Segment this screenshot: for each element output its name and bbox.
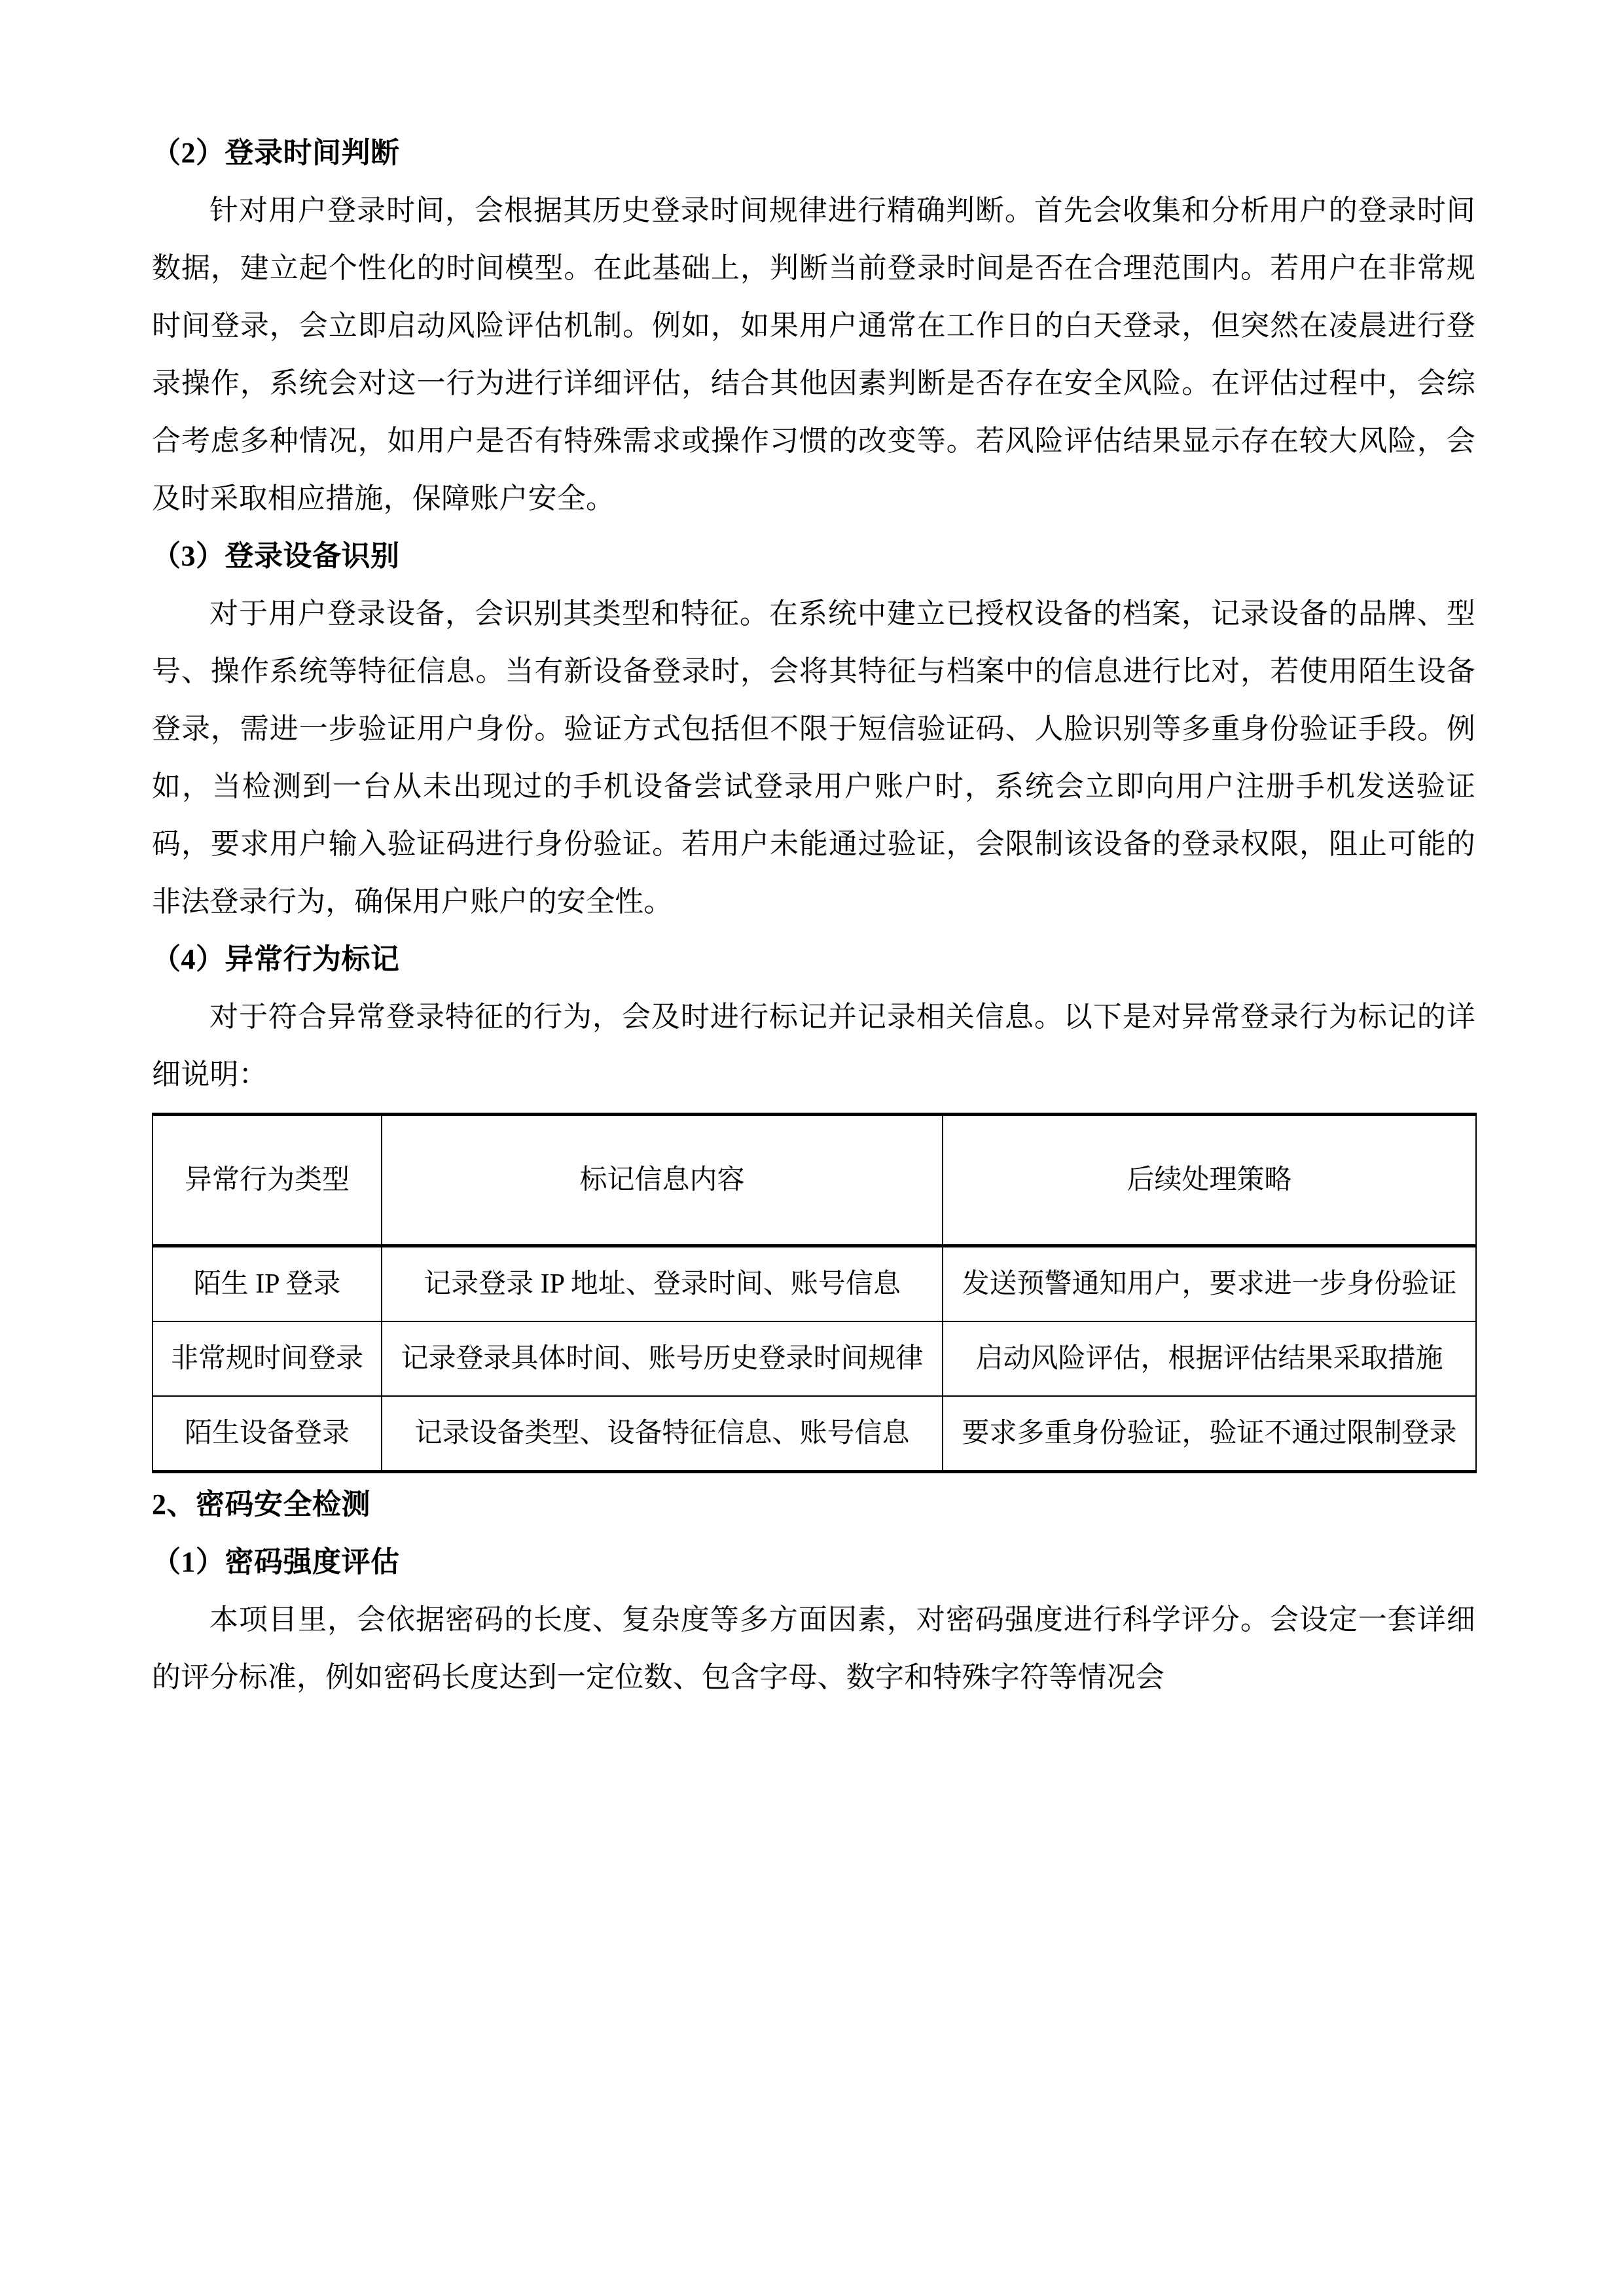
table-cell-info: 记录登录 IP 地址、登录时间、账号信息 xyxy=(382,1246,943,1322)
table-row xyxy=(153,1396,1476,1472)
table-cell-type: 非常规时间登录 xyxy=(153,1321,382,1396)
table-cell-info: 记录设备类型、设备特征信息、账号信息 xyxy=(382,1396,943,1472)
table-row xyxy=(153,1246,1476,1322)
page-content xyxy=(152,124,1475,1706)
table-header-cell-info: 标记信息内容 xyxy=(382,1115,943,1246)
section-paragraph-3: 对于用户登录设备，会识别其类型和特征。在系统中建立已授权设备的档案，记录设备的品牌、型号、操作系统等特征信息。当有新设备登录时，会将其特征与档案中的信息进行比对，若使用陌生设备登录，需进一步验证用户身份。验证方式包括但不限于短信验证码、人脸识别等多重身份验证手段。例如，当检测到一台从未出现过的手机设备尝试登录用户账户时，系统会立即向用户注册手机发送验证码，要求用户输入验证码进行身份验证。若用户未能通过验证，会限制该设备的登录权限，阻止可能的非法登录行为，确保用户账户的安全性。 xyxy=(152,598,1475,918)
table-row xyxy=(153,1321,1476,1396)
table-cell-policy: 启动风险评估，根据评估结果采取措施 xyxy=(943,1321,1476,1396)
section-heading-password-strength: （1）密码强度评估 xyxy=(152,1546,400,1578)
section-paragraph-4: 对于符合异常登录特征的行为，会及时进行标记并记录相关信息。以下是对异常登录行为标记的详细说明： xyxy=(152,1001,1475,1090)
section-heading-4: （4）异常行为标记 xyxy=(152,943,400,975)
table-cell-type: 陌生设备登录 xyxy=(153,1396,382,1472)
table-cell-type: 陌生 IP 登录 xyxy=(153,1246,382,1322)
table-header-cell-policy: 后续处理策略 xyxy=(943,1115,1476,1246)
table-cell-policy: 发送预警通知用户，要求进一步身份验证 xyxy=(943,1246,1476,1322)
table-cell-policy: 要求多重身份验证，验证不通过限制登录 xyxy=(943,1396,1476,1472)
table-header-row xyxy=(153,1115,1476,1246)
section-heading-2: （2）登录时间判断 xyxy=(152,137,400,169)
section-heading-3: （3）登录设备识别 xyxy=(152,540,400,572)
abnormal-behavior-table xyxy=(152,1113,1477,1473)
section-paragraph-2: 针对用户登录时间，会根据其历史登录时间规律进行精确判断。首先会收集和分析用户的登录时间数据，建立起个性化的时间模型。在此基础上，判断当前登录时间是否在合理范围内。若用户在非常规时间登录，会立即启动风险评估机制。例如，如果用户通常在工作日的白天登录，但突然在凌晨进行登录操作，系统会对这一行为进行详细评估，结合其他因素判断是否存在安全风险。在评估过程中，会综合考虑多种情况，如用户是否有特殊需求或操作习惯的改变等。若风险评估结果显示存在较大风险，会及时采取相应措施，保障账户安全。 xyxy=(152,194,1475,514)
section-paragraph-password-strength: 本项目里，会依据密码的长度、复杂度等多方面因素，对密码强度进行科学评分。会设定一套详细的评分标准，例如密码长度达到一定位数、包含字母、数字和特殊字符等情况会 xyxy=(152,1604,1475,1693)
table-cell-info: 记录登录具体时间、账号历史登录时间规律 xyxy=(382,1321,943,1396)
section-heading-password-security: 2、密码安全检测 xyxy=(152,1488,370,1520)
table-header-cell-type: 异常行为类型 xyxy=(153,1115,382,1246)
